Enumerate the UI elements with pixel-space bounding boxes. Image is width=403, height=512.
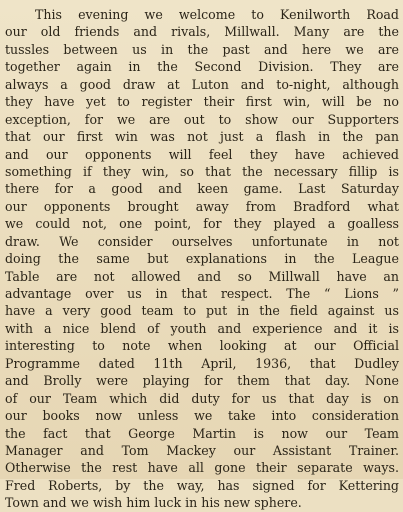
text-line: Table are not allowed and so Millwall have an [5, 268, 399, 284]
text-line: our opponents brought away from Bradford what [5, 198, 399, 214]
text-line: our old friends and rivals, Millwall. Many are the [5, 24, 399, 40]
text-line: doing the same but explanations in the League [5, 251, 399, 267]
text-line: with a nice blend of youth and experience and it is [5, 320, 399, 336]
text-line: Otherwise the rest have all gone their separate ways. [5, 460, 399, 476]
text-line: always a good draw at Luton and to-night, although [5, 76, 399, 92]
text-line: draw. We consider ourselves unfortunate in not [5, 233, 399, 249]
text-line: This evening we welcome to Kenilworth Road [35, 7, 399, 22]
text-line: exception, for we are out to show our Supporters [5, 111, 399, 127]
article-column [5, 6, 399, 512]
text-line: together again in the Second Division. They are [5, 59, 399, 75]
text-line: they have yet to register their first win, will be no [5, 94, 399, 110]
text-line: interesting to note when looking at our Official [5, 338, 399, 354]
text-line: that our first win was not just a flash in the pan [5, 129, 399, 145]
text-line: Fred Roberts, by the way, has signed for Kettering [5, 477, 399, 493]
text-line: advantage over us in that respect. The “ Lions ” [5, 286, 399, 301]
text-line: have a very good team to put in the field against us [5, 303, 399, 319]
text-line: Town and we wish him luck in his new sphere. [5, 495, 302, 511]
text-line: something if they win, so that the necessary fillip is [5, 163, 399, 179]
text-line: tussles between us in the past and here we are [5, 41, 399, 57]
text-line: Manager and Tom Mackey our Assistant Trainer. [5, 442, 399, 458]
text-line: and our opponents will feel they have achieved [5, 146, 399, 162]
text-line: of our Team which did duty for us that day is on [5, 390, 399, 406]
text-line: Programme dated 11th April, 1936, that Dudley [5, 355, 399, 371]
text-line: we could not, one point, for they played a goalless [5, 216, 399, 232]
text-line: the fact that George Martin is now our Team [5, 425, 399, 441]
text-line: our books now unless we take into consideration [5, 408, 399, 424]
text-line: and Brolly were playing for them that day. None [5, 373, 399, 389]
text-line: there for a good and keen game. Last Saturday [5, 181, 399, 197]
